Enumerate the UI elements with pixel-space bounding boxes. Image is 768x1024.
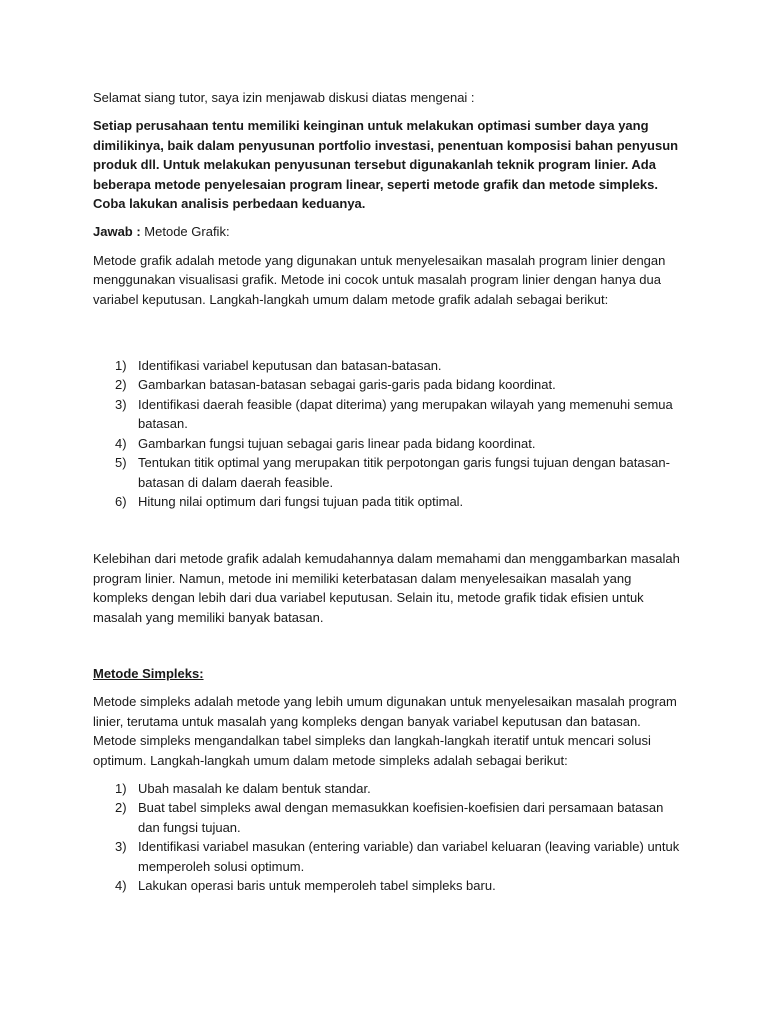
discussion-question: Setiap perusahaan tentu memiliki keinginan untuk melakukan optimasi sumber daya yang dimilikinya, baik dalam penyusunan portfolio investasi, penentuan komposisi bahan penyusun produk dll. Untuk melakukan penyusunan tersebut digunakanlah teknik program linier. Ada beberapa metode penyelesaian program linear, seperti metode grafik dan metode simpleks. Coba lakukan analisis perbedaan keduanya.	[93, 118, 679, 212]
list-item-text: Lakukan operasi baris untuk memperoleh tabel simpleks baru.	[138, 878, 496, 893]
list-item	[93, 837, 683, 876]
list-item-text: Identifikasi daerah feasible (dapat diterima) yang merupakan wilayah yang memenuhi semua batasan.	[138, 396, 673, 432]
list-item	[93, 876, 683, 895]
list-number: 6)	[115, 493, 127, 509]
document-page	[93, 88, 683, 895]
list-item	[93, 395, 683, 434]
list-item-text: Ubah masalah ke dalam bentuk standar.	[138, 780, 371, 796]
simpleks-title: Metode Simpleks:	[93, 665, 204, 681]
grafik-steps-list	[93, 356, 683, 511]
simpleks-steps-list	[93, 779, 683, 895]
list-number: 5)	[115, 455, 127, 471]
list-number: 3)	[115, 839, 127, 855]
simpleks-description: Metode simpleks adalah metode yang lebih umum digunakan untuk menyelesaikan masalah program linier, terutama untuk masalah yang kompleks dengan banyak variabel keputusan dan batasan. Metode simpleks mengandalkan tabel simpleks dan langkah-langkah iteratif untuk mencari solusi optimum. Langkah-langkah umum dalam metode simpleks adalah sebagai berikut:	[93, 694, 677, 768]
list-number: 4)	[115, 435, 127, 451]
list-item	[93, 492, 683, 511]
list-item-text: Identifikasi variabel keputusan dan batasan-batasan.	[138, 358, 442, 374]
list-item-text: Tentukan titik optimal yang merupakan titik perpotongan garis fungsi tujuan dengan batasan-batasan di dalam daerah feasible.	[138, 455, 670, 490]
list-item-text: Gambarkan batasan-batasan sebagai garis-garis pada bidang koordinat.	[138, 377, 556, 393]
list-number: 4)	[115, 878, 127, 893]
answer-label: Jawab :	[93, 224, 141, 240]
list-number: 1)	[115, 780, 127, 796]
list-item-text: Buat tabel simpleks awal dengan memasukkan koefisien-koefisien dari persamaan batasan dan fungsi tujuan.	[138, 800, 664, 835]
list-number: 1)	[115, 358, 127, 374]
list-item	[93, 453, 683, 492]
answer-heading	[93, 222, 683, 241]
list-number: 2)	[115, 800, 127, 816]
spacer	[93, 636, 683, 664]
list-item-text: Identifikasi variabel masukan (entering variable) dan variabel keluaran (leaving variable) untuk memperoleh solusi optimum.	[138, 839, 680, 874]
list-item	[93, 375, 683, 394]
list-number: 2)	[115, 377, 127, 393]
spacer	[93, 318, 683, 356]
list-item	[93, 798, 683, 837]
list-item	[93, 779, 683, 798]
answer-topic: Metode Grafik:	[140, 224, 230, 240]
grafik-evaluation: Kelebihan dari metode grafik adalah kemudahannya dalam memahami dan menggambarkan masalah program linier. Namun, metode ini memiliki keterbatasan dalam menyelesaikan masalah yang kompleks dengan lebih dari dua variabel keputusan. Selain itu, metode grafik tidak efisien untuk masalah yang memiliki banyak batasan.	[93, 551, 680, 625]
list-item	[93, 434, 683, 453]
list-item	[93, 356, 683, 375]
grafik-description: Metode grafik adalah metode yang digunakan untuk menyelesaikan masalah program linier dengan menggunakan visualisasi grafik. Metode ini cocok untuk masalah program linier dengan hanya dua variabel keputusan. Langkah-langkah umum dalam metode grafik adalah sebagai berikut:	[93, 252, 666, 307]
intro-text: Selamat siang tutor, saya izin menjawab diskusi diatas mengenai :	[93, 90, 475, 105]
list-item-text: Hitung nilai optimum dari fungsi tujuan pada titik optimal.	[138, 493, 464, 509]
list-number: 3)	[115, 396, 127, 412]
list-item-text: Gambarkan fungsi tujuan sebagai garis linear pada bidang koordinat.	[138, 435, 536, 451]
spacer	[93, 511, 683, 549]
